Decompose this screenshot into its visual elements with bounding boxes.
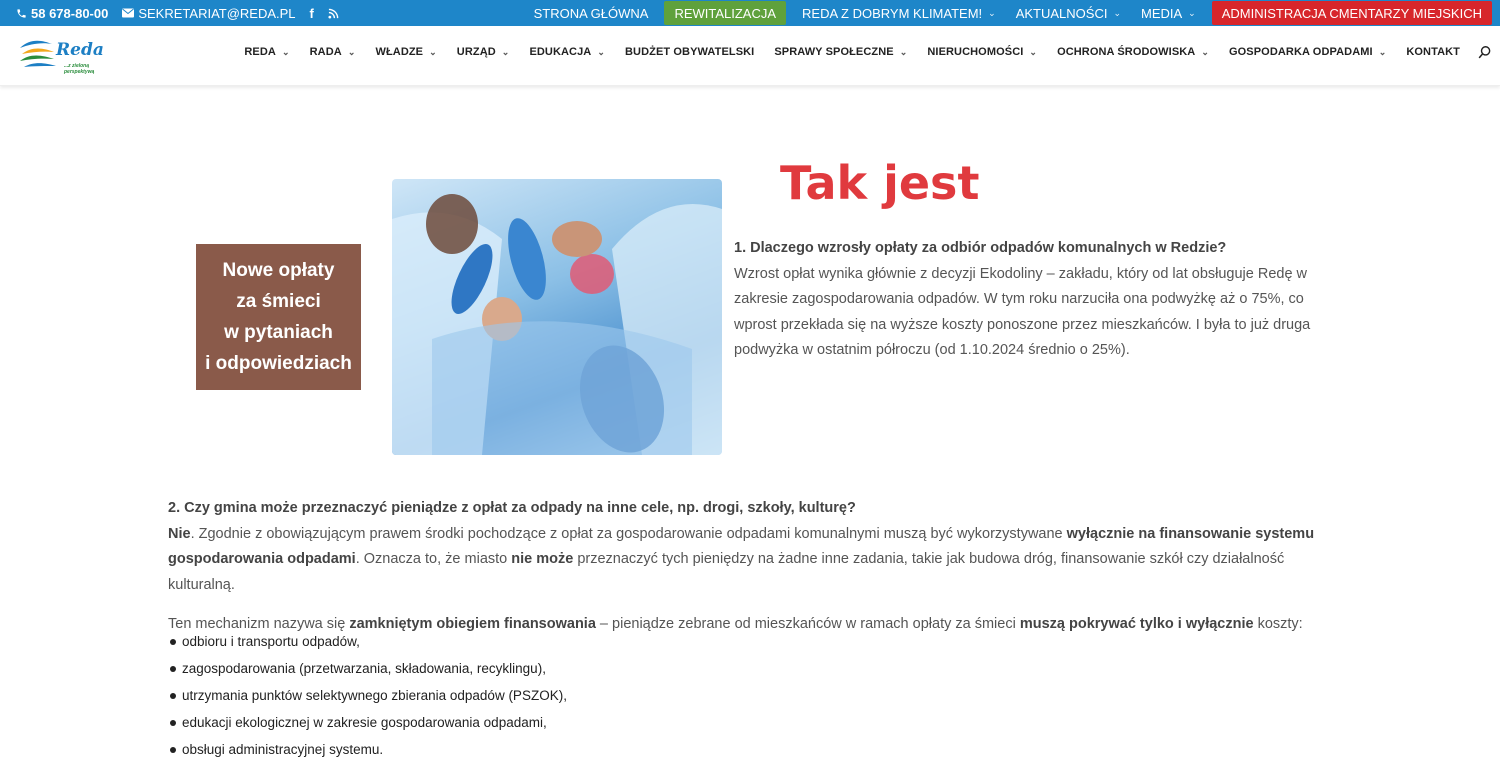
nav-urzad[interactable]: [447, 46, 520, 58]
faq-1: [734, 236, 1334, 364]
topnav-label: REWITALIZACJA: [674, 5, 777, 21]
list-item-text: utrzymania punktów selektywnego zbierania odpadów (PSZOK),: [182, 688, 567, 703]
nav-rada[interactable]: [300, 46, 366, 58]
topnav-media[interactable]: [1131, 0, 1206, 26]
chevron-down-icon: ⌄: [1113, 7, 1121, 18]
list-item: [170, 682, 567, 709]
nav-reda[interactable]: [234, 46, 299, 58]
list-item-text: edukacji ekologicznej w zakresie gospodarowania odpadami,: [182, 715, 547, 730]
nav-label: SPRAWY SPOŁECZNE: [774, 46, 894, 58]
paragraph-emphasis: zamkniętym obiegiem finansowania: [349, 616, 596, 632]
promo-line: za śmieci: [236, 291, 321, 312]
nav-nieruchomosci[interactable]: [917, 46, 1047, 58]
topnav-label: STRONA GŁÓWNA: [533, 5, 649, 21]
answer-emphasis: wyłącznie na finansowanie systemu gospodarowania odpadami: [168, 525, 1315, 567]
topnav-aktualnosci[interactable]: [1006, 0, 1131, 26]
answer-emphasis: Nie: [168, 525, 191, 542]
topnav-reda-z-dobrym-klimatem[interactable]: [792, 0, 1006, 26]
list-item: [170, 628, 567, 655]
nav-wladze[interactable]: [365, 46, 446, 58]
bullet-icon: [170, 747, 176, 753]
list-item: [170, 709, 567, 736]
chevron-down-icon: ⌄: [597, 46, 606, 57]
nav-ochrona-srodowiska[interactable]: [1047, 46, 1219, 58]
nav-label: WŁADZE: [375, 46, 424, 58]
question-1: 1. Dlaczego wzrosły opłaty za odbiór odpadów komunalnych w Redzie?: [734, 240, 1227, 256]
search-icon: [1478, 45, 1492, 59]
promo-tile: [196, 244, 361, 390]
paragraph-text: – pieniądze zebrane od mieszkańców w ramach opłaty za śmieci: [595, 616, 1020, 632]
answer-1: Wzrost opłat wynika głównie z decyzji Ekodoliny – zakładu, który od lat obsługuje Redę w zakresie zagospodarowania odpadów. W tym roku narzuciła ona podwyżkę aż o 75%, co wprost przekłada się na wyższe koszty ponoszone przez mieszkańców. I była to już druga podwyżka w ostatnim półroczu (od 1.10.2024 średnio o 25%).: [734, 265, 1311, 358]
list-item-text: odbioru i transportu odpadów,: [182, 634, 360, 649]
bullet-icon: [170, 693, 176, 699]
topnav-label: AKTUALNOŚCI: [1015, 5, 1108, 21]
nav-edukacja[interactable]: [519, 46, 615, 58]
cost-list: [170, 628, 567, 763]
question-2: 2. Czy gmina może przeznaczyć pieniądze z opłat za odpady na inne cele, np. drogi, szkoły, kulturę?: [168, 500, 856, 516]
promo-line: w pytaniach: [224, 322, 333, 343]
search-button[interactable]: [1470, 45, 1500, 59]
paragraph-text: Ten mechanizm nazywa się: [168, 616, 350, 632]
nav-label: BUDŻET OBYWATELSKI: [625, 46, 755, 58]
email-address: SEKRETARIAT@REDA.PL: [138, 5, 296, 21]
bullet-icon: [170, 639, 176, 645]
page-title: Tak jest: [780, 156, 980, 210]
nav-label: NIERUCHOMOŚCI: [927, 46, 1024, 58]
topnav-rewitalizacja[interactable]: [664, 1, 786, 25]
promo-line: Nowe opłaty: [222, 260, 335, 281]
nav-budzet-obywatelski[interactable]: [615, 46, 764, 58]
logo-text: Reda: [56, 40, 104, 60]
chevron-down-icon: ⌄: [988, 7, 996, 18]
nav-label: RADA: [309, 46, 342, 58]
bullet-icon: [170, 720, 176, 726]
facebook-icon[interactable]: f: [309, 5, 314, 21]
top-bar: [0, 0, 1500, 26]
rss-icon[interactable]: [328, 8, 339, 19]
topnav-label: REDA Z DOBRYM KLIMATEM!: [802, 5, 983, 21]
logo-waves-icon: [18, 36, 58, 72]
chevron-down-icon: ⌄: [347, 46, 356, 57]
paragraph-text: koszty:: [1253, 616, 1303, 632]
site-logo[interactable]: [18, 34, 118, 74]
article-photo: [392, 179, 722, 455]
list-item: [170, 736, 567, 763]
promo-line: i odpowiedziach: [205, 353, 352, 374]
site-header: [0, 26, 1500, 86]
list-item-text: zagospodarowania (przetwarzania, składowania, recyklingu),: [182, 661, 546, 676]
answer-text: przeznaczyć tych pieniędzy na żadne inne zadania, takie jak budowa dróg, finansowanie szkół czy działalność kulturalną.: [168, 551, 1285, 593]
phone-icon: [16, 8, 27, 19]
nav-label: EDUKACJA: [529, 46, 592, 58]
bullet-icon: [170, 666, 176, 672]
nav-gospodarka-odpadami[interactable]: [1219, 46, 1396, 58]
chevron-down-icon: ⌄: [1201, 46, 1209, 57]
nav-label: URZĄD: [456, 46, 496, 58]
main-navigation: [234, 26, 1500, 78]
answer-emphasis: nie może: [511, 551, 574, 567]
nav-kontakt[interactable]: [1396, 46, 1470, 58]
list-item-text: obsługi administracyjnej systemu.: [182, 742, 384, 757]
chevron-down-icon: ⌄: [1029, 46, 1038, 57]
answer-2: [168, 522, 1328, 599]
nav-label: OCHRONA ŚRODOWISKA: [1057, 46, 1196, 58]
answer-text: . Zgodnie z obowiązującym prawem środki pochodzące z opłat za gospodarowanie odpadami komunalnymi muszą być wykorzystywane: [190, 525, 1067, 542]
answer-text: . Oznacza to, że miasto: [355, 551, 512, 567]
faq-2: [168, 496, 1328, 638]
plastic-bottles-photo: [392, 179, 722, 455]
chevron-down-icon: ⌄: [1378, 46, 1387, 57]
topnav-label: MEDIA: [1141, 5, 1183, 21]
chevron-down-icon: ⌄: [1188, 7, 1196, 18]
topnav-strona-glowna[interactable]: [524, 0, 659, 26]
logo-tagline: ...z zieloną perspektywą: [64, 63, 95, 75]
paragraph-emphasis: muszą pokrywać tylko i wyłącznie: [1019, 616, 1254, 632]
chevron-down-icon: ⌄: [281, 46, 290, 57]
chevron-down-icon: ⌄: [429, 46, 437, 57]
nav-sprawy-spoleczne[interactable]: [764, 46, 917, 58]
email-link[interactable]: [122, 6, 295, 21]
chevron-down-icon: ⌄: [899, 46, 908, 57]
phone-number: 58 678-80-00: [31, 5, 109, 21]
topnav-label: ADMINISTRACJA CMENTARZY MIEJSKICH: [1221, 5, 1482, 21]
list-item: [170, 655, 567, 682]
envelope-icon: [122, 8, 134, 18]
nav-label: KONTAKT: [1406, 46, 1460, 58]
chevron-down-icon: ⌄: [501, 46, 510, 57]
nav-label: REDA: [244, 46, 276, 58]
topnav-administracja-cmentarzy[interactable]: [1212, 1, 1492, 25]
nav-label: GOSPODARKA ODPADAMI: [1229, 46, 1373, 58]
phone-link[interactable]: [16, 6, 108, 21]
